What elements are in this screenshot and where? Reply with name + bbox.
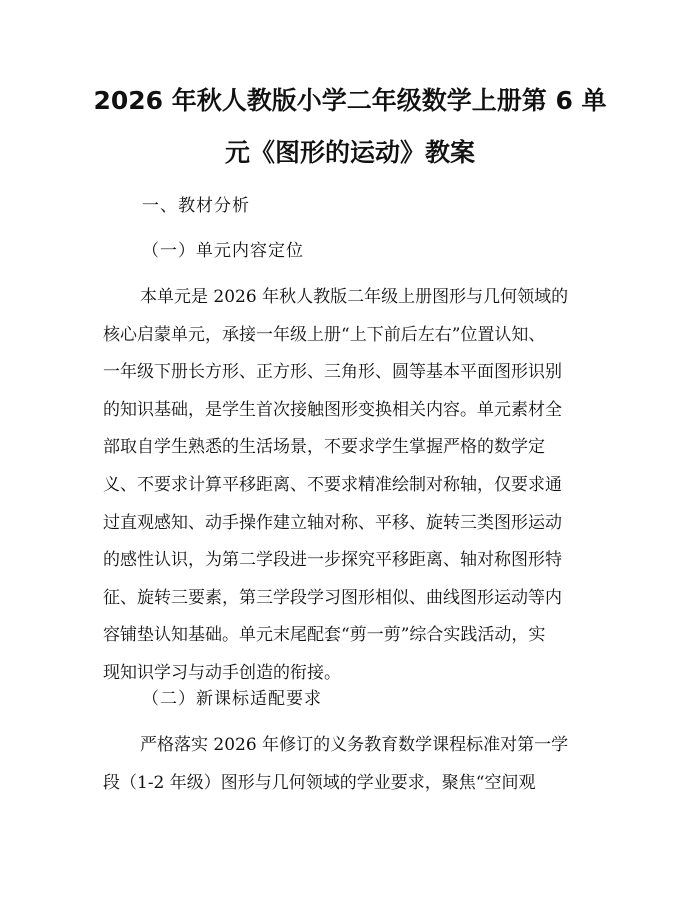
document-title-line-2: 元《图形的运动》教案 — [224, 138, 475, 167]
subsection-heading-curriculum-standards: （二）新课标适配要求 — [142, 689, 322, 709]
paragraph-line: 容铺垫认知基础。单元末尾配套“剪一剪”综合实践活动，实 — [103, 625, 546, 646]
paragraph-line: 的知识基础，是学生首次接触图形变换相关内容。单元素材全 — [103, 399, 562, 420]
paragraph-line: 义、不要求计算平移距离、不要求精准绘制对称轴，仅要求通 — [103, 474, 562, 495]
paragraph-unit-positioning — [103, 279, 597, 693]
paragraph-line: 严格落实 2026 年修订的义务教育数学课程标准对第一学 — [140, 735, 569, 755]
paragraph-curriculum-standards — [103, 727, 597, 802]
paragraph-line: 征、旋转三要素，第三学段学习图形相似、曲线图形运动等内 — [103, 587, 562, 608]
paragraph-line: 现知识学习与动手创造的衔接。 — [103, 662, 341, 683]
subsection-heading-unit-positioning: （一）单元内容定位 — [142, 241, 304, 261]
paragraph-line: 段（1-2 年级）图形与几何领域的学业要求，聚焦“空间观 — [103, 772, 536, 793]
paragraph-line: 核心启蒙单元，承接一年级上册“上下前后左右”位置认知、 — [103, 324, 546, 345]
section-heading-analysis: 一、教材分析 — [142, 196, 250, 216]
paragraph-line: 过直观感知、动手操作建立轴对称、平移、旋转三类图形运动 — [103, 512, 562, 533]
paragraph-line: 一年级下册长方形、正方形、三角形、圆等基本平面图形识别 — [103, 362, 562, 383]
paragraph-line: 部取自学生熟悉的生活场景，不要求学生掌握严格的数学定 — [103, 437, 545, 458]
paragraph-line: 本单元是 2026 年秋人教版二年级上册图形与几何领域的 — [140, 287, 569, 307]
document-title-line-1: 2026 年秋人教版小学二年级数学上册第 6 单 — [93, 86, 607, 115]
paragraph-line: 的感性认识，为第二学段进一步探究平移距离、轴对称图形特 — [103, 550, 562, 571]
